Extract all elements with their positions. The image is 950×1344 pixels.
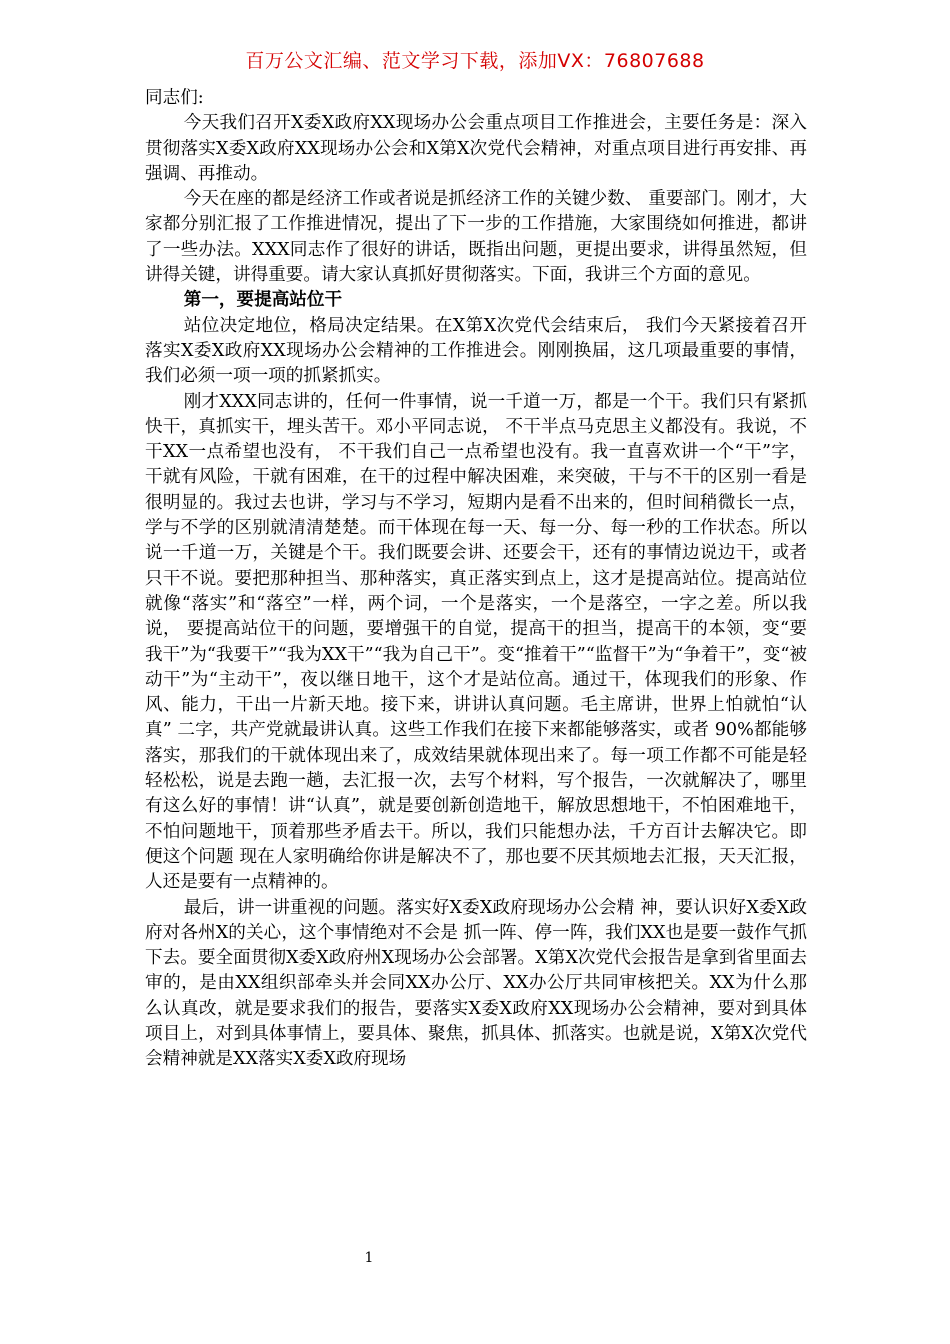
document-body xyxy=(145,86,807,1073)
section1-paragraph-3: 最后，讲一讲重视的问题。落实好X委X政府现场办公会精 神，要认识好X委X政府对各州X的关心，这个事情绝对不会是 抓一阵、停一阵，我们XX也是要一鼓作气抓下去。要全面贯彻X委X政府州X现场办公会部署。X第X次党代会报告是拿到省里面去审的，是由XX组织部牵头并会同XX办公厅、XX办公厅共同审核把关。XX为什么那么认真改，就是要求我们的报告，要落实X委X政府XX现场办公会精神，要对到具体项目上，对到具体事情上，要具体、聚焦，抓具体、抓落实。也就是说，X第X次党代会精神就是XX落实X委X政府现场 xyxy=(145,897,807,1070)
page-number: 1 xyxy=(364,1250,374,1266)
section1-paragraph-2: 刚才XXX同志讲的，任何一件事情，说一千道一万，都是一个干。我们只有紧抓快干，真抓实干，埋头苦干。邓小平同志说， 不干半点马克思主义都没有。我说，不干XX一点希望也没有， 不干我们自己一点希望也没有。我一直喜欢讲一个“干”字，干就有风险，干就有困难，在干的过程中解决困难，来突破，干与不干的区别一看是很明显的。我过去也讲，学习与不学习，短期内是看不出来的，但时间稍微长一点，学与不学的区别就清清楚楚。而干体现在每一天、每一分、每一秒的工作状态。所以说一千道一万，关键是个干。我们既要会讲、还要会干，还有的事情边说边干，或者只干不说。要把那种担当、那种落实，真正落实到点上，这才是提高站位。提高站位就像“落实”和“落空”一样，两个词，一个是落实，一个是落空，一字之差。所以我说， 要提高站位干的问题，要增强干的自觉，提高干的担当，提高干的本领，变“要我干”为“我要干”“我为XX干”“我为自己干”。变“推着干”“监督干”为“争着干”，变“被动干”为“主动干”，夜以继日地干，这个才是站位高。通过干，体现我们的形象、作风、能力，干出一片新天地。接下来，讲讲认真问题。毛主席讲，世界上怕就怕“认真” 二字，共产党就最讲认真。这些工作我们在接下来都能够落实，或者 90%都能够落实，那我们的干就体现出来了，成效结果就体现出来了。每一项工作都不可能是轻轻松松，说是去跑一趟，去汇报一次，去写个材料，写个报告，一次就解决了，哪里有这么好的事情！讲“认真”，就是要创新创造地干，解放思想地干，不怕困难地干，不怕问题地干，顶着那些矛盾去干。所以，我们只能想办法，千方百计去解决它。即便这个问题 现在人家明确给你讲是解决不了，那也要不厌其烦地去汇报，天天汇报，人还是要有一点精神的。 xyxy=(145,391,807,893)
download-banner: 百万公文汇编、范文学习下载，添加VX：76807688 xyxy=(245,50,705,72)
section-heading-1: 第一，要提高站位干 xyxy=(183,290,343,311)
section1-paragraph-1: 站位决定地位，格局决定结果。在X第X次党代会结束后， 我们今天紧接着召开落实X委X政府XX现场办公会精神的工作推进会。刚刚换届，这几项最重要的事情，我们必须一项一项的抓紧抓实。 xyxy=(145,315,807,387)
intro-paragraph-2: 今天在座的都是经济工作或者说是抓经济工作的关键少数、 重要部门。刚才，大家都分别汇报了工作推进情况，提出了下一步的工作措施，大家围绕如何推进，都讲了一些办法。XXX同志作了很好的讲话，既指出问题，更提出要求，讲得虽然短，但讲得关键，讲得重要。请大家认真抓好贯彻落实。下面，我讲三个方面的意见。 xyxy=(145,189,807,286)
intro-paragraph-1: 今天我们召开X委X政府XX现场办公会重点项目工作推进会，主要任务是：深入贯彻落实X委X政府XX现场办公会和X第X次党代会精神，对重点项目进行再安排、再强调、再推动。 xyxy=(145,113,807,184)
salutation: 同志们: xyxy=(145,88,204,108)
